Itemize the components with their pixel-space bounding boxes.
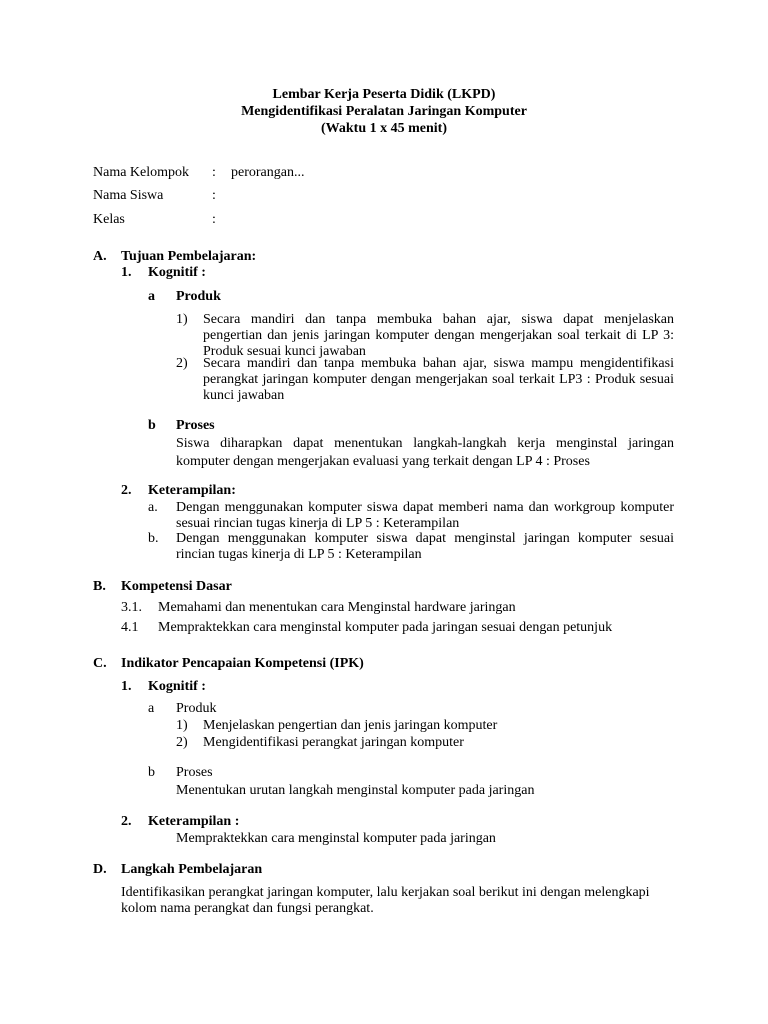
section-c-letter: C. [93, 656, 107, 671]
document-time: (Waktu 1 x 45 menit) [321, 121, 447, 136]
c-produk-letter: a [148, 701, 155, 716]
identity-colon: : [212, 165, 216, 180]
section-d-title: Langkah Pembelajaran [121, 862, 263, 877]
c-produk-item2-text: Mengidentifikasi perangkat jaringan komputer [203, 735, 464, 750]
a-produk-title: Produk [176, 289, 221, 304]
c-proses-letter: b [148, 765, 155, 780]
d-line2: kolom nama perangkat dan fungsi perangkat. [121, 901, 374, 916]
c-kognitif-num: 1. [121, 679, 132, 694]
a-kognitif-num: 1. [121, 265, 132, 280]
b-item2-num: 4.1 [121, 620, 139, 635]
b-item1-text: Memahami dan menentukan cara Menginstal hardware jaringan [158, 600, 516, 615]
identity-value-group: perorangan... [231, 165, 305, 180]
c-keterampilan-num: 2. [121, 814, 132, 829]
section-a-letter: A. [93, 249, 107, 264]
identity-colon: : [212, 212, 216, 227]
section-b-title: Kompetensi Dasar [121, 579, 232, 594]
a-keterampilan-title: Keterampilan: [148, 483, 236, 498]
document-subtitle: Mengidentifikasi Peralatan Jaringan Komputer [241, 104, 527, 119]
section-a-title: Tujuan Pembelajaran: [121, 249, 257, 264]
a-produk-item2-line1: Secara mandiri dan tanpa membuka bahan ajar, siswa mampu mengidentifikasi [203, 356, 674, 371]
c-keterampilan-title: Keterampilan : [148, 814, 240, 829]
a-keterampilan-item2-line2: rincian tugas kinerja di LP 5 : Keterampilan [176, 547, 422, 562]
section-c-title: Indikator Pencapaian Kompetensi (IPK) [121, 656, 364, 671]
section-d-letter: D. [93, 862, 107, 877]
a-keterampilan-item1-letter: a. [148, 500, 158, 515]
identity-label-name: Nama Siswa [93, 188, 164, 203]
a-keterampilan-item1-line1: Dengan menggunakan komputer siswa dapat memberi nama dan workgroup komputer [176, 500, 674, 515]
a-produk-item2-line3: kunci jawaban [203, 388, 285, 403]
d-line1: Identifikasikan perangkat jaringan komputer, lalu kerjakan soal berikut ini dengan melengkapi [121, 885, 650, 900]
c-produk-title: Produk [176, 701, 217, 716]
c-proses-title: Proses [176, 765, 213, 780]
c-produk-item1-num: 1) [176, 718, 188, 733]
identity-label-group: Nama Kelompok [93, 165, 190, 180]
c-produk-item2-num: 2) [176, 735, 188, 750]
a-keterampilan-num: 2. [121, 483, 132, 498]
a-keterampilan-item2-line1: Dengan menggunakan komputer siswa dapat menginstal jaringan komputer sesuai [176, 531, 674, 546]
a-produk-item2-line2: perangkat jaringan komputer dengan mengerjakan soal terkait LP3 : Produk sesuai [203, 372, 674, 387]
a-proses-letter: b [148, 418, 156, 433]
identity-label-class: Kelas [93, 212, 125, 227]
a-produk-item1-line2: pengertian dan jenis jaringan komputer dengan mengerjakan soal terkait di LP 3: [203, 328, 674, 343]
a-produk-item1-line3: Produk sesuai kunci jawaban [203, 344, 366, 359]
section-b-letter: B. [93, 579, 106, 594]
a-kognitif-title: Kognitif : [148, 265, 206, 280]
a-proses-title: Proses [176, 418, 215, 433]
c-produk-item1-text: Menjelaskan pengertian dan jenis jaringan komputer [203, 718, 498, 733]
a-produk-item1-num: 1) [176, 312, 188, 327]
c-keterampilan-text: Mempraktekkan cara menginstal komputer pada jaringan [176, 831, 496, 846]
c-kognitif-title: Kognitif : [148, 679, 206, 694]
b-item1-num: 3.1. [121, 600, 142, 615]
a-keterampilan-item2-letter: b. [148, 531, 159, 546]
a-keterampilan-item1-line2: sesuai rincian tugas kinerja di LP 5 : Keterampilan [176, 516, 460, 531]
a-produk-letter: a [148, 289, 155, 304]
a-produk-item2-num: 2) [176, 356, 188, 371]
identity-colon: : [212, 188, 216, 203]
document-title: Lembar Kerja Peserta Didik (LKPD) [272, 87, 496, 102]
a-proses-line1: Siswa diharapkan dapat menentukan langkah-langkah kerja menginstal jaringan [176, 436, 674, 451]
a-produk-item1-line1: Secara mandiri dan tanpa membuka bahan ajar, siswa dapat menjelaskan [203, 312, 674, 327]
a-proses-line2: komputer dengan mengerjakan evaluasi yang terkait dengan LP 4 : Proses [176, 454, 590, 469]
c-proses-text: Menentukan urutan langkah menginstal komputer pada jaringan [176, 783, 535, 798]
b-item2-text: Mempraktekkan cara menginstal komputer pada jaringan sesuai dengan petunjuk [158, 620, 613, 635]
